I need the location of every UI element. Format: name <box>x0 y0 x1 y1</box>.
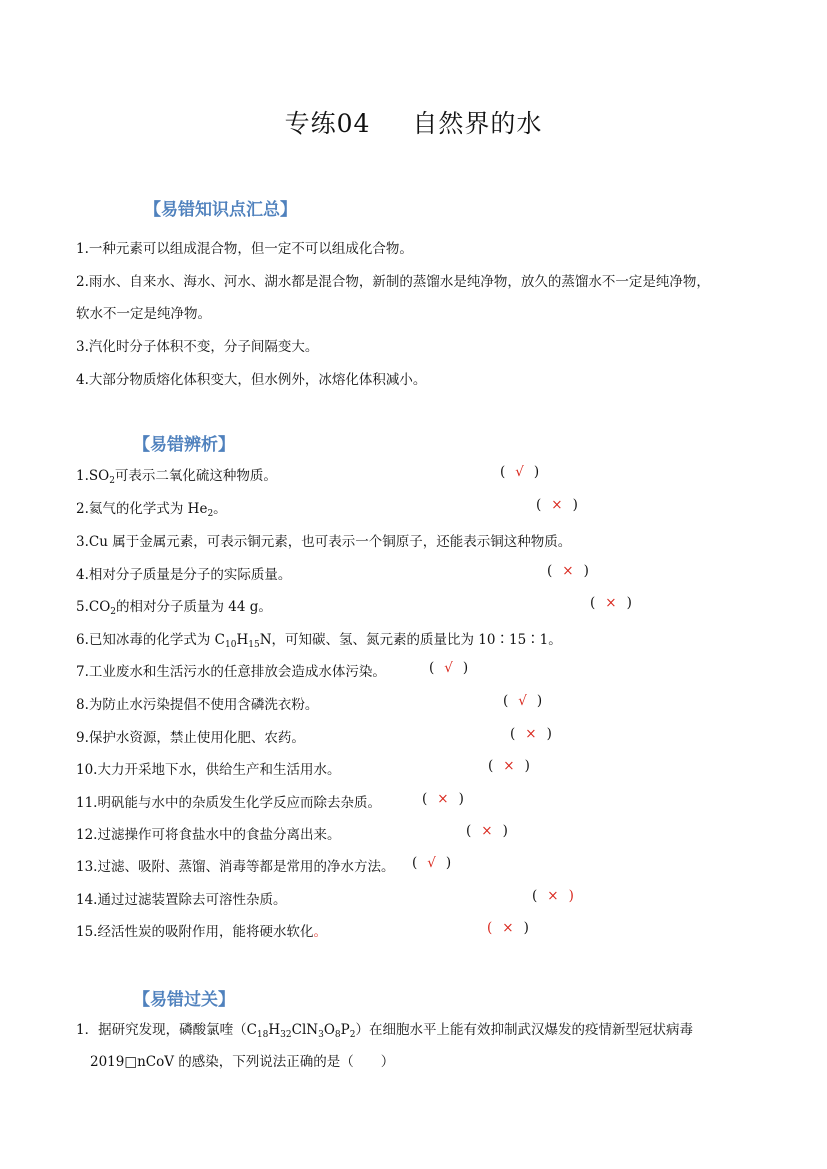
knowledge-item-4: 4.大部分物质熔化体积变大，但水例外，冰熔化体积减小。 <box>76 372 427 388</box>
answer-mark-15: ( × ) <box>487 920 529 936</box>
analysis-item-12: 12.过滤操作可将食盐水中的食盐分离出来。 <box>76 827 341 843</box>
answer-mark-13: ( √ ) <box>412 855 452 871</box>
section-heading-knowledge: 【易错知识点汇总】 <box>144 200 297 220</box>
section-heading-analysis: 【易错辨析】 <box>133 435 235 455</box>
analysis-item-1: $1.SO_2$可表示二氧化硫这种物质。 <box>76 468 277 486</box>
analysis-item-3: 3.Cu 属于金属元素，可表示铜元素，也可表示一个铜原子，还能表示铜这种物质。 <box>76 534 572 550</box>
analysis-item-6: 6.已知冰毒的化学式为 $C_{10}H_{15}N$，可知碳、氢、氮元素的质量比为 10∶15∶1。 <box>76 632 562 650</box>
answer-mark-4: ( × ) <box>547 563 589 579</box>
analysis-item-9: 9.保护水资源，禁止使用化肥、农药。 <box>76 730 305 746</box>
analysis-item-4: 4.相对分子质量是分子的实际质量。 <box>76 567 292 583</box>
answer-mark-1: ( √ ) <box>500 464 540 480</box>
answer-mark-11: ( × ) <box>422 791 464 807</box>
analysis-item-5: $5.CO_2$的相对分子质量为 44 g。 <box>76 599 272 617</box>
question-1-line-2: 2019□nCoV 的感染，下列说法正确的是（ ） <box>90 1054 395 1070</box>
knowledge-item-2: 2.雨水、自来水、海水、河水、湖水都是混合物，新制的蒸馏水是纯净物，放久的蒸馏水不一定是纯净物， <box>76 274 710 290</box>
analysis-item-14: 14.通过过滤装置除去可溶性杂质。 <box>76 892 287 908</box>
answer-mark-2: ( × ) <box>536 497 578 513</box>
analysis-item-13: 13.过滤、吸附、蒸馏、消毒等都是常用的净水方法。 <box>76 859 395 875</box>
analysis-item-10: 10.大力开采地下水，供给生产和生活用水。 <box>76 762 341 778</box>
page-title <box>0 104 827 140</box>
answer-mark-8: ( √ ) <box>503 693 543 709</box>
analysis-item-8: 8.为防止水污染提倡不使用含磷洗衣粉。 <box>76 697 319 713</box>
knowledge-item-3: 3.汽化时分子体积不变，分子间隔变大。 <box>76 339 319 355</box>
answer-mark-10: ( × ) <box>488 758 530 774</box>
answer-mark-5: ( × ) <box>590 595 632 611</box>
analysis-item-7: 7.工业废水和生活污水的任意排放会造成水体污染。 <box>76 664 386 680</box>
analysis-item-2: 2.氦气的化学式为 $He_2$。 <box>76 501 227 519</box>
title-main: 专练04 <box>284 109 371 138</box>
analysis-item-11: 11.明矾能与水中的杂质发生化学反应而除去杂质。 <box>76 795 381 811</box>
section-heading-practice: 【易错过关】 <box>133 990 235 1010</box>
answer-mark-14: ( × ) <box>532 888 574 904</box>
answer-mark-9: ( × ) <box>510 726 552 742</box>
knowledge-item-1: 1.一种元素可以组成混合物，但一定不可以组成化合物。 <box>76 241 413 257</box>
title-sub: 自然界的水 <box>412 109 543 138</box>
analysis-item-15: 15.经活性炭的吸附作用，能将硬水软化。 <box>76 924 327 940</box>
answer-mark-7: ( √ ) <box>429 660 469 676</box>
answer-mark-12: ( × ) <box>466 823 508 839</box>
knowledge-item-2-cont: 软水不一定是纯净物。 <box>76 306 211 322</box>
question-1-line-1: 1．据研究发现，磷酸氯喹$(C_{18}H_{32}ClN_3O_8P_2)$在细胞水平上能有效抑制武汉爆发的疫情新型冠状病毒 <box>76 1022 693 1040</box>
